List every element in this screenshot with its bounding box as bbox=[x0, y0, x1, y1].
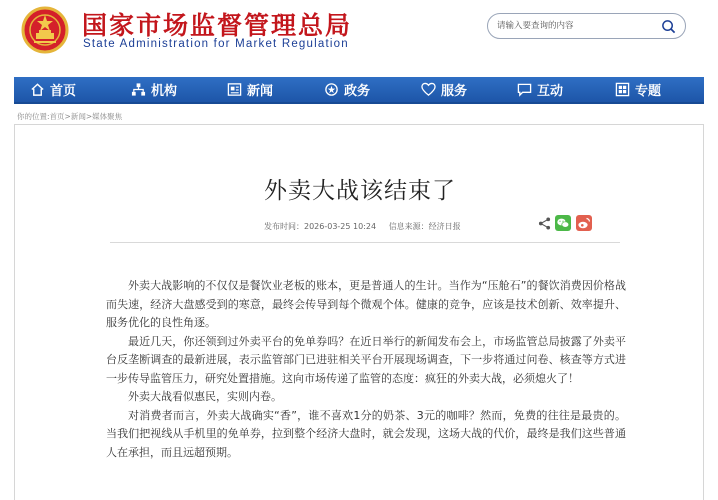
search-icon[interactable] bbox=[661, 19, 676, 34]
article-title: 外卖大战该结束了 bbox=[264, 178, 456, 204]
nav-label: 首页 bbox=[50, 84, 77, 99]
breadcrumb-separator: > bbox=[85, 112, 93, 121]
article-paragraph: 外卖大战看似惠民，实则内卷。 bbox=[128, 390, 282, 403]
weibo-icon[interactable] bbox=[576, 215, 592, 231]
nav-label: 互动 bbox=[537, 84, 564, 99]
breadcrumb-item-news[interactable]: 新闻 bbox=[70, 112, 86, 121]
nav-item-service[interactable] bbox=[421, 77, 467, 102]
national-emblem-icon bbox=[21, 6, 69, 54]
nav-item-gov-affairs[interactable] bbox=[324, 77, 370, 102]
org-icon bbox=[131, 82, 146, 97]
site-subtitle: State Administration for Market Regulation bbox=[83, 38, 349, 50]
service-icon bbox=[421, 82, 436, 97]
breadcrumb-separator: > bbox=[64, 112, 71, 121]
search-box[interactable] bbox=[487, 13, 686, 39]
interaction-icon bbox=[517, 82, 532, 97]
nav-label: 专题 bbox=[635, 84, 662, 99]
nav-item-interaction[interactable] bbox=[517, 77, 563, 102]
site-header bbox=[0, 0, 718, 72]
nav-item-topic[interactable] bbox=[615, 77, 661, 102]
nav-item-home[interactable] bbox=[30, 77, 76, 102]
nav-label: 政务 bbox=[344, 84, 371, 99]
article-paragraph: 最近几天，你还领到过外卖平台的免单券吗？在近日举行的新闻发布会上，市场监管总局披露了外卖平台反垄断调查的最新进展，表示监管部门已进驻相关平台开展现场调查，下一步将通过问卷、核查等方式进一步传导监管压力，研究处置措施。这向市场传递了监管的态度：疯狂的外卖大战，必须熄火了！ bbox=[106, 334, 626, 385]
article-paragraph: 外卖大战影响的不仅仅是餐饮业老板的账本，更是普通人的生计。当作为“压舱石”的餐饮消费因价格战而失速，经济大盘感受到的寒意，最终会传导到每个微观个体。健康的竞争，应该是技术创新、效率提升、服务优化的良性角逐。 bbox=[106, 279, 626, 329]
nav-item-news[interactable] bbox=[227, 77, 273, 102]
publish-time: 发布时间：2026-03-25 10:24 bbox=[264, 222, 377, 231]
breadcrumb bbox=[17, 111, 122, 122]
wechat-icon[interactable] bbox=[555, 215, 571, 231]
nav-label: 新闻 bbox=[247, 84, 274, 99]
news-icon bbox=[227, 82, 242, 97]
article-paragraph: 对消费者而言，外卖大战确实“香”，谁不喜欢1分的奶茶、3元的咖啡？然而，免费的往往是最贵的。当我们把视线从手机里的免单券，拉到整个经济大盘时，就会发现，这场大战的代价，最终是我们这些普通人在承担，而且远超预期。 bbox=[106, 408, 626, 459]
nav-label: 服务 bbox=[441, 84, 468, 99]
article-source: 信息来源：经济日报 bbox=[388, 222, 461, 231]
nav-item-org[interactable] bbox=[131, 77, 177, 102]
search-input[interactable] bbox=[497, 18, 657, 34]
article-body bbox=[106, 277, 626, 462]
article-panel bbox=[14, 124, 704, 500]
article-meta bbox=[264, 221, 471, 232]
nav-label: 机构 bbox=[151, 84, 178, 99]
breadcrumb-item-home[interactable]: 首页 bbox=[49, 112, 65, 121]
topic-icon bbox=[615, 82, 630, 97]
share-icon[interactable] bbox=[538, 217, 551, 230]
main-nav bbox=[14, 77, 704, 104]
gov-affairs-icon bbox=[324, 82, 339, 97]
meta-divider bbox=[110, 242, 620, 243]
home-icon bbox=[30, 82, 45, 97]
breadcrumb-item-media[interactable]: 媒体聚焦 bbox=[92, 112, 123, 121]
breadcrumb-prefix: 你的位置: bbox=[17, 112, 50, 121]
site-title: 国家市场监督管理总局 bbox=[82, 11, 353, 40]
